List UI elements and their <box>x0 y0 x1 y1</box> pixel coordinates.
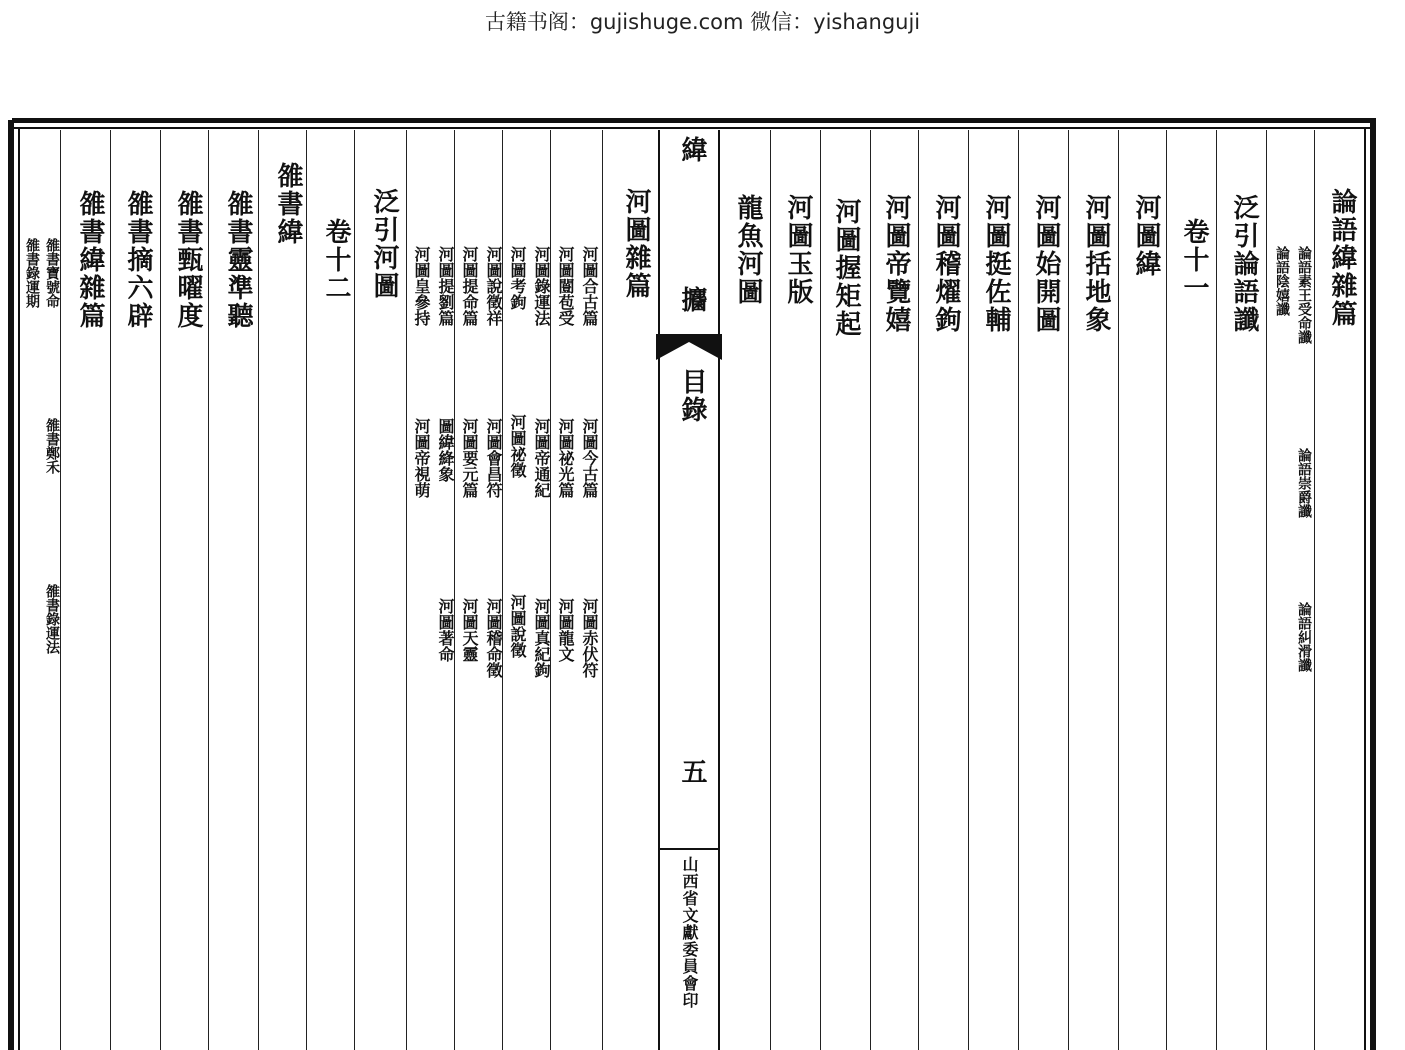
column-rule <box>770 130 771 1050</box>
toc-item: 河圖說徵祥 <box>484 246 503 326</box>
column-rule <box>602 130 603 1050</box>
toc-longyu-hetu: 龍魚河圖 <box>733 194 763 306</box>
toc-item: 雒書錄運法 <box>44 584 60 654</box>
column-rule <box>1118 130 1119 1050</box>
toc-juan-12: 卷十二 <box>321 218 351 302</box>
column-rule <box>1266 130 1267 1050</box>
toc-item: 河圖會昌符 <box>484 418 503 498</box>
column-rule <box>968 130 969 1050</box>
toc-item: 雒書寶號命 <box>44 238 60 308</box>
toc-item: 河圖提劉篇 <box>436 246 455 326</box>
column-rule <box>406 130 407 1050</box>
left-border-inner <box>18 128 20 1050</box>
column-rule <box>208 130 209 1050</box>
column-rule <box>110 130 111 1050</box>
toc-fanyin-hetu: 泛引河圖 <box>369 188 399 300</box>
column-rule <box>306 130 307 1050</box>
toc-item: 河圖祕光篇 <box>556 418 575 498</box>
toc-item: 河圖說徵 <box>508 594 527 658</box>
center-rule-left <box>658 130 660 1050</box>
fishtail-mark <box>656 334 722 360</box>
column-rule <box>820 130 821 1050</box>
toc-item: 河圖闓苞受 <box>556 246 575 326</box>
column-rule <box>160 130 161 1050</box>
toc-lunyu-sub: 論語素王受命讖 <box>1296 246 1312 344</box>
toc-item: 河圖天靈 <box>460 598 479 662</box>
toc-item: 河圖祕徵 <box>508 414 527 478</box>
toc-fanyin-lunyu: 泛引論語讖 <box>1229 194 1259 334</box>
column-rule <box>870 130 871 1050</box>
toc-juan-11: 卷十一 <box>1179 218 1209 302</box>
toc-item: 河圖稽命徵 <box>484 598 503 678</box>
toc-item: 圖緯絳象 <box>436 418 455 482</box>
publisher-mark: 山西省文獻委員會印 <box>680 856 699 1009</box>
toc-hetu-wei: 河圖緯 <box>1131 194 1161 278</box>
toc-hetu-dilanxi: 河圖帝覽嬉 <box>881 194 911 334</box>
toc-item: 河圖錄運法 <box>532 246 551 326</box>
toc-item: 河圖合古篇 <box>580 246 599 326</box>
toc-luoshu-lingzhun: 雒書靈準聽 <box>223 190 253 330</box>
toc-hetu-kuodixiang: 河圖括地象 <box>1081 194 1111 334</box>
toc-lunyu-sub: 論語陰嬉讖 <box>1274 246 1290 316</box>
toc-lunyu-za: 論語緯雜篇 <box>1327 188 1357 328</box>
toc-item: 河圖真紀鉤 <box>532 598 551 678</box>
toc-item: 河圖要元篇 <box>460 418 479 498</box>
right-border-inner <box>1364 128 1366 1050</box>
column-rule <box>918 130 919 1050</box>
column-rule <box>1314 130 1315 1050</box>
toc-item: 河圖帝通紀 <box>532 418 551 498</box>
toc-item: 河圖著命 <box>436 598 455 662</box>
watermark-text: 古籍书阁：gujishuge.com 微信：yishanguji <box>484 10 921 34</box>
center-divider <box>658 848 718 850</box>
toc-lunyu-sub: 論語糾滑讖 <box>1296 602 1312 672</box>
book-page <box>8 118 1376 1050</box>
toc-hetu-za: 河圖雜篇 <box>621 188 651 300</box>
column-rule <box>258 130 259 1050</box>
column-rule <box>1166 130 1167 1050</box>
left-border <box>8 120 14 1050</box>
toc-hetu-shikaitu: 河圖始開圖 <box>1031 194 1061 334</box>
book-title-2: 攟 <box>677 286 707 314</box>
toc-hetu-yuban: 河圖玉版 <box>783 194 813 306</box>
toc-lunyu-sub: 論語崇爵讖 <box>1296 448 1312 518</box>
toc-luoshu-zhenyao: 雒書甄曜度 <box>173 190 203 330</box>
toc-item: 河圖皇參持 <box>412 246 431 326</box>
toc-luoshu-zhailiu: 雒書摘六辟 <box>123 190 153 330</box>
toc-item: 雒書錄運期 <box>24 238 40 308</box>
toc-item: 河圖提命篇 <box>460 246 479 326</box>
column-rule <box>1018 130 1019 1050</box>
toc-luoshu-wei: 雒書緯 <box>273 162 303 246</box>
page-number: 五 <box>677 758 707 786</box>
toc-hetu-jiyaogou: 河圖稽燿鉤 <box>931 194 961 334</box>
toc-item: 河圖考鉤 <box>508 246 527 310</box>
toc-item: 河圖赤伏符 <box>580 598 599 678</box>
toc-item: 河圖龍文 <box>556 598 575 662</box>
toc-item: 河圖帝視萌 <box>412 418 431 498</box>
toc-luoshu-za: 雒書緯雜篇 <box>75 190 105 330</box>
section-title: 目錄 <box>677 368 707 424</box>
top-border-inner <box>12 127 1376 129</box>
column-rule <box>1068 130 1069 1050</box>
toc-hetu-tingzuofu: 河圖挺佐輔 <box>981 194 1011 334</box>
toc-hetu-wojuqi: 河圖握矩起 <box>831 198 861 338</box>
toc-item: 河圖今古篇 <box>580 418 599 498</box>
book-title: 緯 <box>677 136 707 164</box>
top-border <box>12 118 1376 123</box>
center-rule-right <box>718 130 720 1050</box>
toc-item: 雒書鄭禾 <box>44 418 60 474</box>
column-rule <box>1216 130 1217 1050</box>
right-border <box>1370 120 1376 1050</box>
